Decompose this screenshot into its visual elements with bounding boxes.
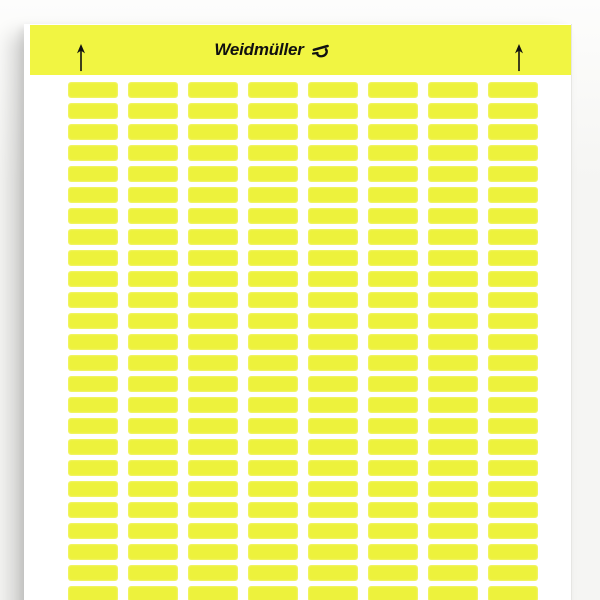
blank-label xyxy=(248,460,298,476)
blank-label xyxy=(128,103,178,119)
blank-label xyxy=(368,586,418,600)
blank-label xyxy=(248,334,298,350)
blank-label xyxy=(128,313,178,329)
blank-label xyxy=(488,460,538,476)
blank-label xyxy=(248,145,298,161)
blank-label xyxy=(308,460,358,476)
brand-wordmark: Weidmüller xyxy=(214,40,304,59)
blank-label xyxy=(248,313,298,329)
blank-label xyxy=(428,334,478,350)
blank-label xyxy=(428,103,478,119)
blank-label xyxy=(368,439,418,455)
blank-label xyxy=(368,523,418,539)
blank-label xyxy=(488,187,538,203)
blank-label xyxy=(128,376,178,392)
blank-label xyxy=(308,334,358,350)
blank-label xyxy=(188,250,238,266)
blank-label xyxy=(488,481,538,497)
blank-label xyxy=(488,544,538,560)
blank-label xyxy=(368,166,418,182)
blank-label xyxy=(308,523,358,539)
blank-label xyxy=(428,586,478,600)
label-grid xyxy=(68,82,538,600)
weidmueller-logo-mark-icon xyxy=(310,43,331,60)
blank-label xyxy=(248,481,298,497)
blank-label xyxy=(188,166,238,182)
blank-label xyxy=(248,418,298,434)
blank-label xyxy=(488,250,538,266)
blank-label xyxy=(188,481,238,497)
blank-label xyxy=(188,565,238,581)
blank-label xyxy=(308,292,358,308)
blank-label xyxy=(428,208,478,224)
blank-label xyxy=(68,229,118,245)
blank-label xyxy=(68,103,118,119)
blank-label xyxy=(488,313,538,329)
blank-label xyxy=(68,544,118,560)
blank-label xyxy=(488,418,538,434)
blank-label xyxy=(488,229,538,245)
blank-label xyxy=(188,355,238,371)
blank-label xyxy=(188,187,238,203)
blank-label xyxy=(128,292,178,308)
blank-label xyxy=(428,82,478,98)
blank-label xyxy=(308,229,358,245)
blank-label xyxy=(308,208,358,224)
blank-label xyxy=(248,82,298,98)
blank-label xyxy=(308,481,358,497)
blank-label xyxy=(308,418,358,434)
blank-label xyxy=(428,271,478,287)
blank-label xyxy=(488,124,538,140)
blank-label xyxy=(128,166,178,182)
blank-label xyxy=(188,418,238,434)
blank-label xyxy=(188,82,238,98)
blank-label xyxy=(368,82,418,98)
blank-label xyxy=(428,397,478,413)
blank-label xyxy=(488,355,538,371)
blank-label xyxy=(68,502,118,518)
blank-label xyxy=(68,145,118,161)
blank-label xyxy=(128,523,178,539)
blank-label xyxy=(128,271,178,287)
blank-label xyxy=(128,187,178,203)
blank-label xyxy=(488,82,538,98)
blank-label xyxy=(188,313,238,329)
blank-label xyxy=(368,502,418,518)
blank-label xyxy=(368,103,418,119)
blank-label xyxy=(368,208,418,224)
blank-label xyxy=(428,523,478,539)
blank-label xyxy=(488,103,538,119)
blank-label xyxy=(68,565,118,581)
blank-label xyxy=(488,523,538,539)
blank-label xyxy=(428,313,478,329)
blank-label xyxy=(368,250,418,266)
blank-label xyxy=(428,460,478,476)
blank-label xyxy=(128,439,178,455)
blank-label xyxy=(128,124,178,140)
blank-label xyxy=(308,439,358,455)
blank-label xyxy=(488,166,538,182)
blank-label xyxy=(68,460,118,476)
blank-label xyxy=(188,502,238,518)
blank-label xyxy=(188,334,238,350)
label-sheet xyxy=(24,24,572,600)
blank-label xyxy=(428,292,478,308)
blank-label xyxy=(308,355,358,371)
blank-label xyxy=(68,523,118,539)
blank-label xyxy=(248,166,298,182)
blank-label xyxy=(368,292,418,308)
blank-label xyxy=(368,355,418,371)
blank-label xyxy=(488,565,538,581)
blank-label xyxy=(68,397,118,413)
blank-label xyxy=(188,523,238,539)
blank-label xyxy=(428,124,478,140)
blank-label xyxy=(68,250,118,266)
blank-label xyxy=(428,250,478,266)
blank-label xyxy=(308,376,358,392)
blank-label xyxy=(128,418,178,434)
blank-label xyxy=(128,145,178,161)
blank-label xyxy=(68,334,118,350)
blank-label xyxy=(488,334,538,350)
blank-label xyxy=(248,544,298,560)
blank-label xyxy=(308,271,358,287)
blank-label xyxy=(188,439,238,455)
blank-label xyxy=(188,145,238,161)
blank-label xyxy=(128,208,178,224)
blank-label xyxy=(188,376,238,392)
blank-label xyxy=(188,229,238,245)
blank-label xyxy=(248,271,298,287)
blank-label xyxy=(488,292,538,308)
blank-label xyxy=(248,439,298,455)
blank-label xyxy=(128,586,178,600)
blank-label xyxy=(188,397,238,413)
blank-label xyxy=(188,208,238,224)
blank-label xyxy=(128,355,178,371)
blank-label xyxy=(68,124,118,140)
blank-label xyxy=(368,418,418,434)
blank-label xyxy=(68,187,118,203)
blank-label xyxy=(248,523,298,539)
blank-label xyxy=(368,124,418,140)
blank-label xyxy=(428,145,478,161)
blank-label xyxy=(128,565,178,581)
blank-label xyxy=(248,187,298,203)
blank-label xyxy=(368,271,418,287)
blank-label xyxy=(188,292,238,308)
blank-label xyxy=(128,250,178,266)
blank-label xyxy=(368,334,418,350)
blank-label xyxy=(428,418,478,434)
blank-label xyxy=(68,208,118,224)
blank-label xyxy=(68,418,118,434)
blank-label xyxy=(308,124,358,140)
blank-label xyxy=(68,481,118,497)
blank-label xyxy=(248,229,298,245)
blank-label xyxy=(248,292,298,308)
blank-label xyxy=(368,376,418,392)
blank-label xyxy=(308,145,358,161)
blank-label xyxy=(428,502,478,518)
blank-label xyxy=(368,544,418,560)
blank-label xyxy=(248,502,298,518)
blank-label xyxy=(68,439,118,455)
blank-label xyxy=(368,145,418,161)
header-band xyxy=(30,25,571,75)
blank-label xyxy=(488,376,538,392)
blank-label xyxy=(308,565,358,581)
blank-label xyxy=(368,460,418,476)
blank-label xyxy=(308,103,358,119)
blank-label xyxy=(68,586,118,600)
blank-label xyxy=(68,292,118,308)
blank-label xyxy=(428,166,478,182)
blank-label xyxy=(188,544,238,560)
blank-label xyxy=(188,271,238,287)
blank-label xyxy=(188,460,238,476)
blank-label xyxy=(128,460,178,476)
blank-label xyxy=(68,355,118,371)
blank-label xyxy=(368,481,418,497)
blank-label xyxy=(488,502,538,518)
blank-label xyxy=(128,397,178,413)
blank-label xyxy=(308,544,358,560)
blank-label xyxy=(428,187,478,203)
brand-logo xyxy=(2,25,543,75)
blank-label xyxy=(428,481,478,497)
blank-label xyxy=(68,271,118,287)
blank-label xyxy=(308,313,358,329)
blank-label xyxy=(428,544,478,560)
blank-label xyxy=(188,586,238,600)
blank-label xyxy=(488,397,538,413)
blank-label xyxy=(308,250,358,266)
blank-label xyxy=(488,439,538,455)
blank-label xyxy=(68,376,118,392)
blank-label xyxy=(188,124,238,140)
blank-label xyxy=(308,187,358,203)
blank-label xyxy=(488,586,538,600)
blank-label xyxy=(308,502,358,518)
blank-label xyxy=(308,397,358,413)
blank-label xyxy=(428,229,478,245)
blank-label xyxy=(248,124,298,140)
blank-label xyxy=(68,313,118,329)
blank-label xyxy=(368,187,418,203)
blank-label xyxy=(428,439,478,455)
blank-label xyxy=(128,502,178,518)
blank-label xyxy=(488,208,538,224)
blank-label xyxy=(308,586,358,600)
blank-label xyxy=(428,355,478,371)
blank-label xyxy=(488,271,538,287)
blank-label xyxy=(368,229,418,245)
blank-label xyxy=(248,103,298,119)
blank-label xyxy=(68,82,118,98)
blank-label xyxy=(248,208,298,224)
blank-label xyxy=(128,544,178,560)
blank-label xyxy=(368,397,418,413)
blank-label xyxy=(248,355,298,371)
blank-label xyxy=(308,82,358,98)
blank-label xyxy=(248,397,298,413)
blank-label xyxy=(188,103,238,119)
blank-label xyxy=(488,145,538,161)
blank-label xyxy=(368,313,418,329)
blank-label xyxy=(128,481,178,497)
blank-label xyxy=(128,82,178,98)
blank-label xyxy=(308,166,358,182)
arrow-up-icon xyxy=(512,44,526,72)
blank-label xyxy=(248,565,298,581)
blank-label xyxy=(428,565,478,581)
blank-label xyxy=(68,166,118,182)
blank-label xyxy=(248,376,298,392)
blank-label xyxy=(368,565,418,581)
blank-label xyxy=(128,229,178,245)
blank-label xyxy=(248,250,298,266)
blank-label xyxy=(428,376,478,392)
blank-label xyxy=(128,334,178,350)
blank-label xyxy=(248,586,298,600)
